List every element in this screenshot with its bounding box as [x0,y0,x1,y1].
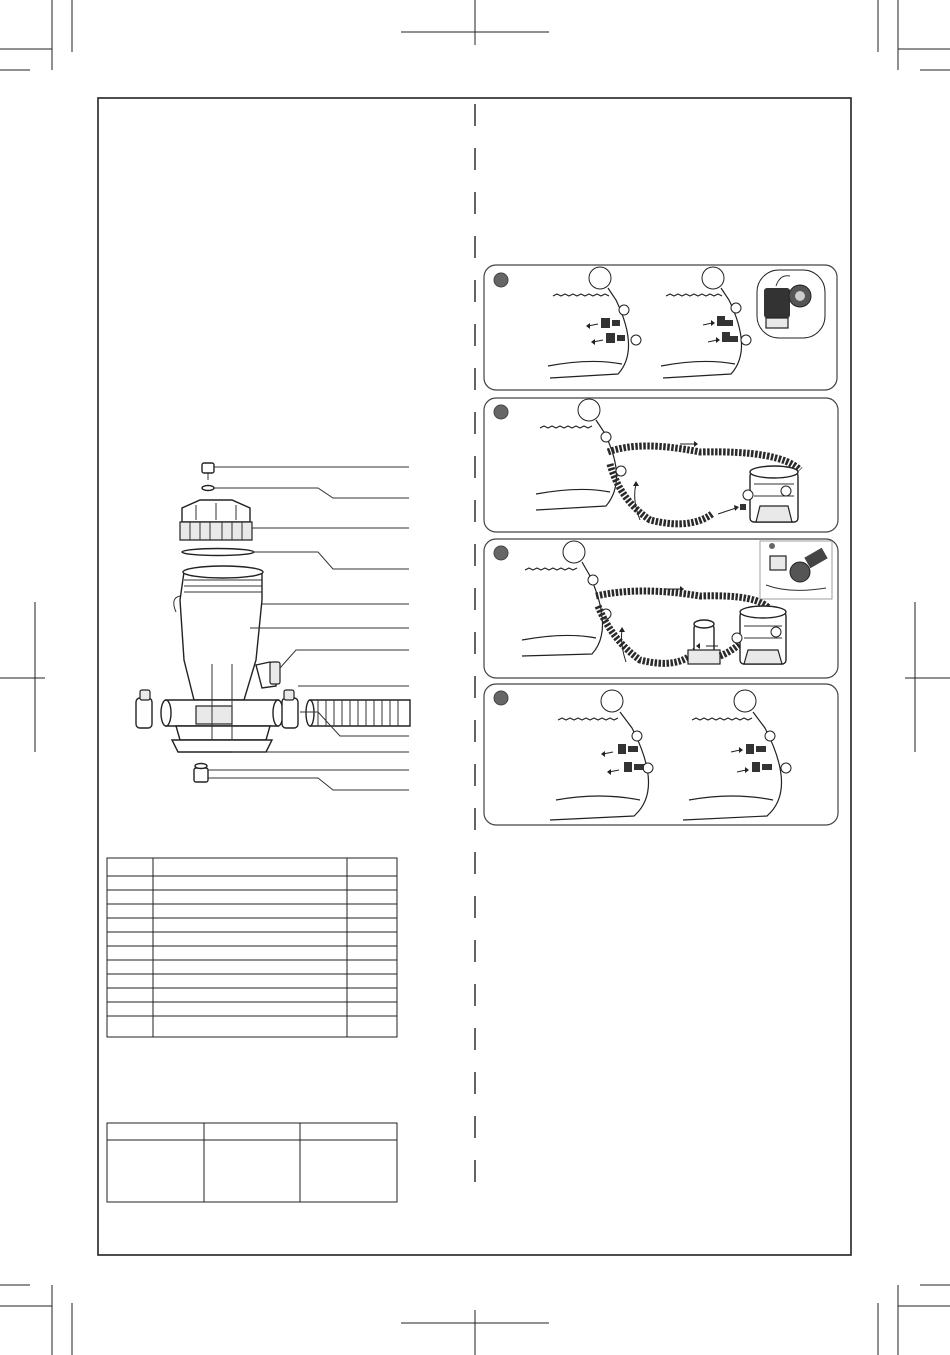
step-3-panel [484,539,838,678]
step-3-badge [494,546,508,560]
step-1-badge [494,273,508,287]
step-2-badge [494,405,508,419]
parts-table [107,858,397,1037]
filter-exploded-diagram [136,463,410,790]
cover-o-ring [182,549,254,556]
side-plug-left [136,690,152,728]
step-1-panel [484,265,837,390]
filter-cover [180,500,252,540]
pump-icon [757,270,825,338]
step-2-panel [484,398,838,532]
side-plug-right [282,690,298,728]
step-4-badge [494,691,508,705]
valve-o-ring [202,486,214,491]
filter-housing [161,566,283,752]
step-4-panel [484,684,838,825]
hose-icon [306,700,410,726]
inset-detail [760,541,832,599]
air-release-valve [202,463,214,480]
spec-table [107,1123,397,1202]
drain-plug [194,764,208,783]
pump-icon [750,466,798,522]
